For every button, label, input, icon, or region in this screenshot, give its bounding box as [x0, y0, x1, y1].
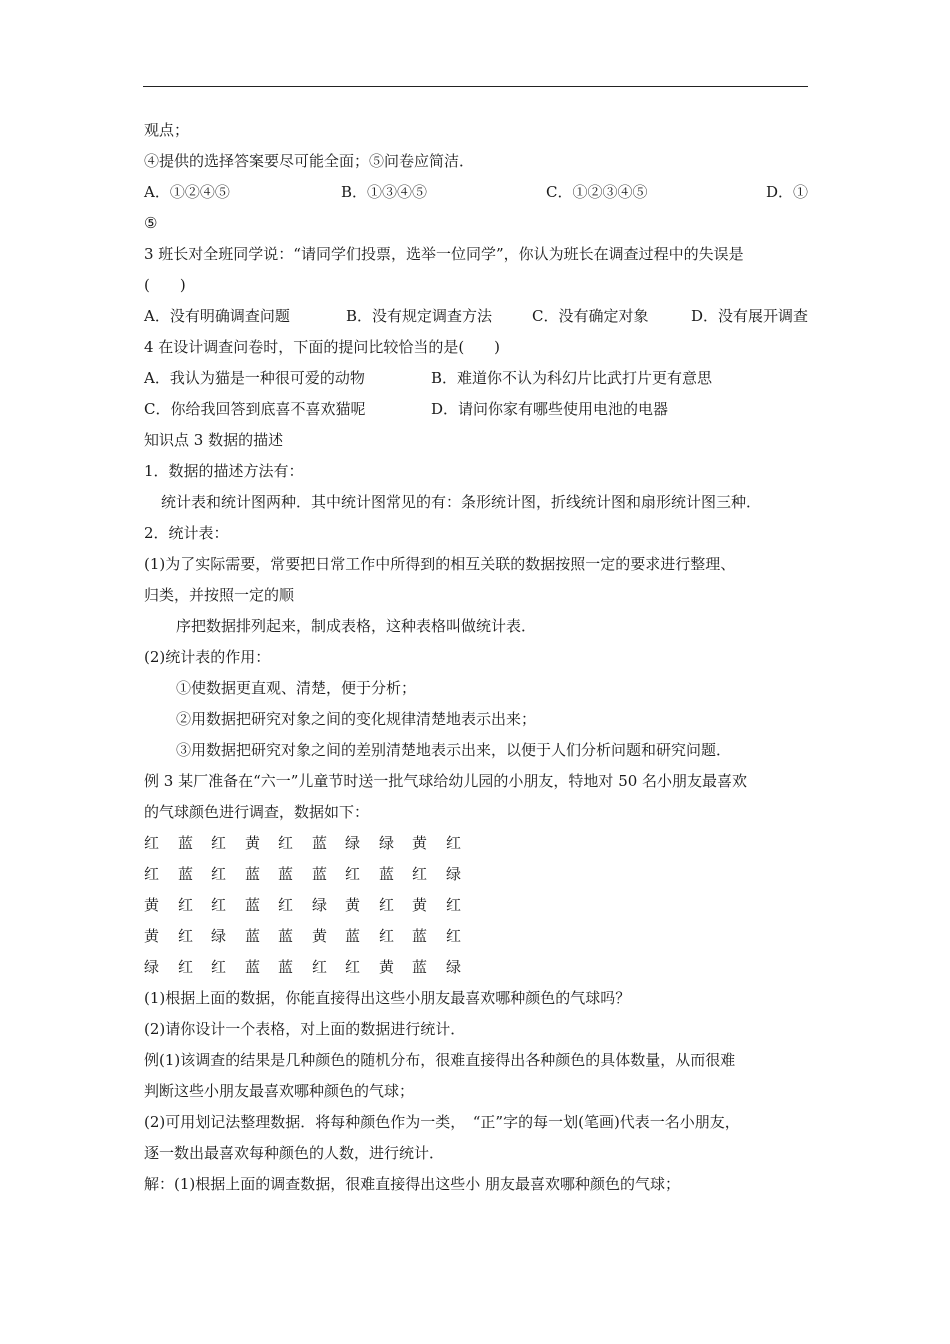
data-row — [144, 895, 484, 915]
data-cell: 红 — [211, 865, 227, 883]
q4-options-row2 — [144, 399, 808, 419]
text-line: (1)为了实际需要，常要把日常工作中所得到的相互关联的数据按照一定的要求进行整理、 — [144, 555, 736, 573]
solution-line: 解：(1)根据上面的调查数据，很难直接得出这些小 朋友最喜欢哪种颜色的气球； — [144, 1175, 681, 1193]
data-cell: 红 — [278, 896, 294, 914]
data-cell: 红 — [446, 927, 462, 945]
data-cell: 蓝 — [278, 927, 294, 945]
text-line: ④提供的选择答案要尽可能全面；⑤问卷应简洁． — [144, 152, 475, 170]
text-line: ⑤ — [144, 214, 158, 232]
data-cell: 蓝 — [412, 958, 428, 976]
data-cell: 蓝 — [245, 958, 261, 976]
data-cell: 红 — [379, 896, 395, 914]
data-cell: 蓝 — [178, 865, 194, 883]
data-cell: 黄 — [245, 834, 261, 852]
data-cell: 蓝 — [412, 927, 428, 945]
option-c: C．你给我回答到底喜不喜欢猫呢 — [144, 400, 366, 418]
data-cell: 红 — [446, 834, 462, 852]
data-row — [144, 957, 484, 977]
data-cell: 绿 — [211, 927, 227, 945]
option-b: B．难道你不认为科幻片比武打片更有意思 — [431, 369, 713, 387]
text-line: ①使数据更直观、清楚，便于分析； — [176, 679, 417, 697]
data-cell: 蓝 — [312, 834, 328, 852]
option-b: B．①③④⑤ — [341, 183, 428, 201]
text-line: (2)请你设计一个表格，对上面的数据进行统计． — [144, 1020, 466, 1038]
option-d: D．请问你家有哪些使用电池的电器 — [431, 400, 669, 418]
data-cell: 黄 — [379, 958, 395, 976]
data-cell: 红 — [211, 834, 227, 852]
example-3: 例 3 某厂准备在“六一”儿童节时送一批气球给幼儿园的小朋友，特地对 50 名小朋友最喜欢 — [144, 772, 748, 790]
option-a: A．我认为猫是一种很可爱的动物 — [144, 369, 365, 387]
question-4: 4 在设计调查问卷时，下面的提问比较恰当的是( ) — [144, 338, 501, 356]
header-rule — [143, 86, 808, 87]
option-b: B．没有规定调查方法 — [346, 307, 493, 325]
text-line: 统计表和统计图两种．其中统计图常见的有：条形统计图，折线统计图和扇形统计图三种． — [161, 493, 762, 511]
text-line: (1)根据上面的数据，你能直接得出这些小朋友最喜欢哪种颜色的气球吗？ — [144, 989, 631, 1007]
data-cell: 红 — [345, 865, 361, 883]
text-line: (2)可用划记法整理数据．将每种颜色作为一类， “正”字的每一划(笔画)代表一名小朋友， — [144, 1113, 740, 1131]
data-row — [144, 864, 484, 884]
data-cell: 红 — [178, 927, 194, 945]
data-cell: 黄 — [144, 896, 160, 914]
data-cell: 红 — [278, 834, 294, 852]
text-line: 逐一数出最喜欢每种颜色的人数，进行统计． — [144, 1144, 445, 1162]
option-a: A．没有明确调查问题 — [144, 307, 290, 325]
data-cell: 蓝 — [245, 865, 261, 883]
data-cell: 蓝 — [245, 896, 261, 914]
text-line: ③用数据把研究对象之间的差别清楚地表示出来，以便于人们分析问题和研究问题． — [176, 741, 732, 759]
option-a: A．①②④⑤ — [144, 183, 230, 201]
data-row — [144, 833, 484, 853]
option-c: C．①②③④⑤ — [546, 183, 648, 201]
text-line: 判断这些小朋友最喜欢哪种颜色的气球； — [144, 1082, 415, 1100]
data-cell: 蓝 — [379, 865, 395, 883]
option-d: D．没有展开调查 — [690, 307, 808, 325]
data-cell: 蓝 — [278, 865, 294, 883]
text-line: 观点； — [144, 121, 190, 139]
data-cell: 红 — [144, 834, 160, 852]
data-cell: 绿 — [446, 958, 462, 976]
data-cell: 红 — [211, 896, 227, 914]
data-cell: 红 — [312, 958, 328, 976]
question-3: 3 班长对全班同学说：“请同学们投票，选举一位同学”，你认为班长在调查过程中的失误是 — [144, 245, 744, 263]
text-line: 1．数据的描述方法有： — [144, 462, 304, 480]
data-cell: 红 — [211, 958, 227, 976]
data-cell: 蓝 — [312, 865, 328, 883]
text-line: 2．统计表： — [144, 524, 229, 542]
data-cell: 蓝 — [345, 927, 361, 945]
option-c: C．没有确定对象 — [532, 307, 649, 325]
data-cell: 蓝 — [245, 927, 261, 945]
data-cell: 绿 — [345, 834, 361, 852]
data-cell: 红 — [446, 896, 462, 914]
data-cell: 蓝 — [178, 834, 194, 852]
data-cell: 红 — [178, 958, 194, 976]
data-cell: 红 — [178, 896, 194, 914]
data-cell: 红 — [379, 927, 395, 945]
data-cell: 黄 — [345, 896, 361, 914]
data-row — [144, 926, 484, 946]
section-heading: 知识点 3 数据的描述 — [144, 431, 284, 449]
data-cell: 绿 — [144, 958, 160, 976]
answer-blank: ( ) — [144, 276, 186, 294]
text-line: ②用数据把研究对象之间的变化规律清楚地表示出来； — [176, 710, 537, 728]
text-line: 的气球颜色进行调查，数据如下： — [144, 803, 370, 821]
data-cell: 绿 — [379, 834, 395, 852]
data-cell: 绿 — [312, 896, 328, 914]
data-cell: 绿 — [446, 865, 462, 883]
data-cell: 黄 — [144, 927, 160, 945]
text-line: (2)统计表的作用： — [144, 648, 271, 666]
q2-options — [144, 182, 808, 202]
data-cell: 黄 — [412, 896, 428, 914]
text-line: 例(1)该调查的结果是几种颜色的随机分布，很难直接得出各种颜色的具体数量，从而很难 — [144, 1051, 736, 1069]
data-cell: 红 — [345, 958, 361, 976]
text-line: 序把数据排列起来，制成表格，这种表格叫做统计表． — [176, 617, 537, 635]
option-d: D．① — [765, 183, 808, 201]
q3-options — [144, 306, 808, 326]
text-line: 归类，并按照一定的顺 — [144, 586, 295, 604]
data-cell: 红 — [144, 865, 160, 883]
data-cell: 黄 — [412, 834, 428, 852]
data-cell: 红 — [412, 865, 428, 883]
q4-options-row1 — [144, 368, 808, 388]
data-cell: 蓝 — [278, 958, 294, 976]
data-cell: 黄 — [312, 927, 328, 945]
